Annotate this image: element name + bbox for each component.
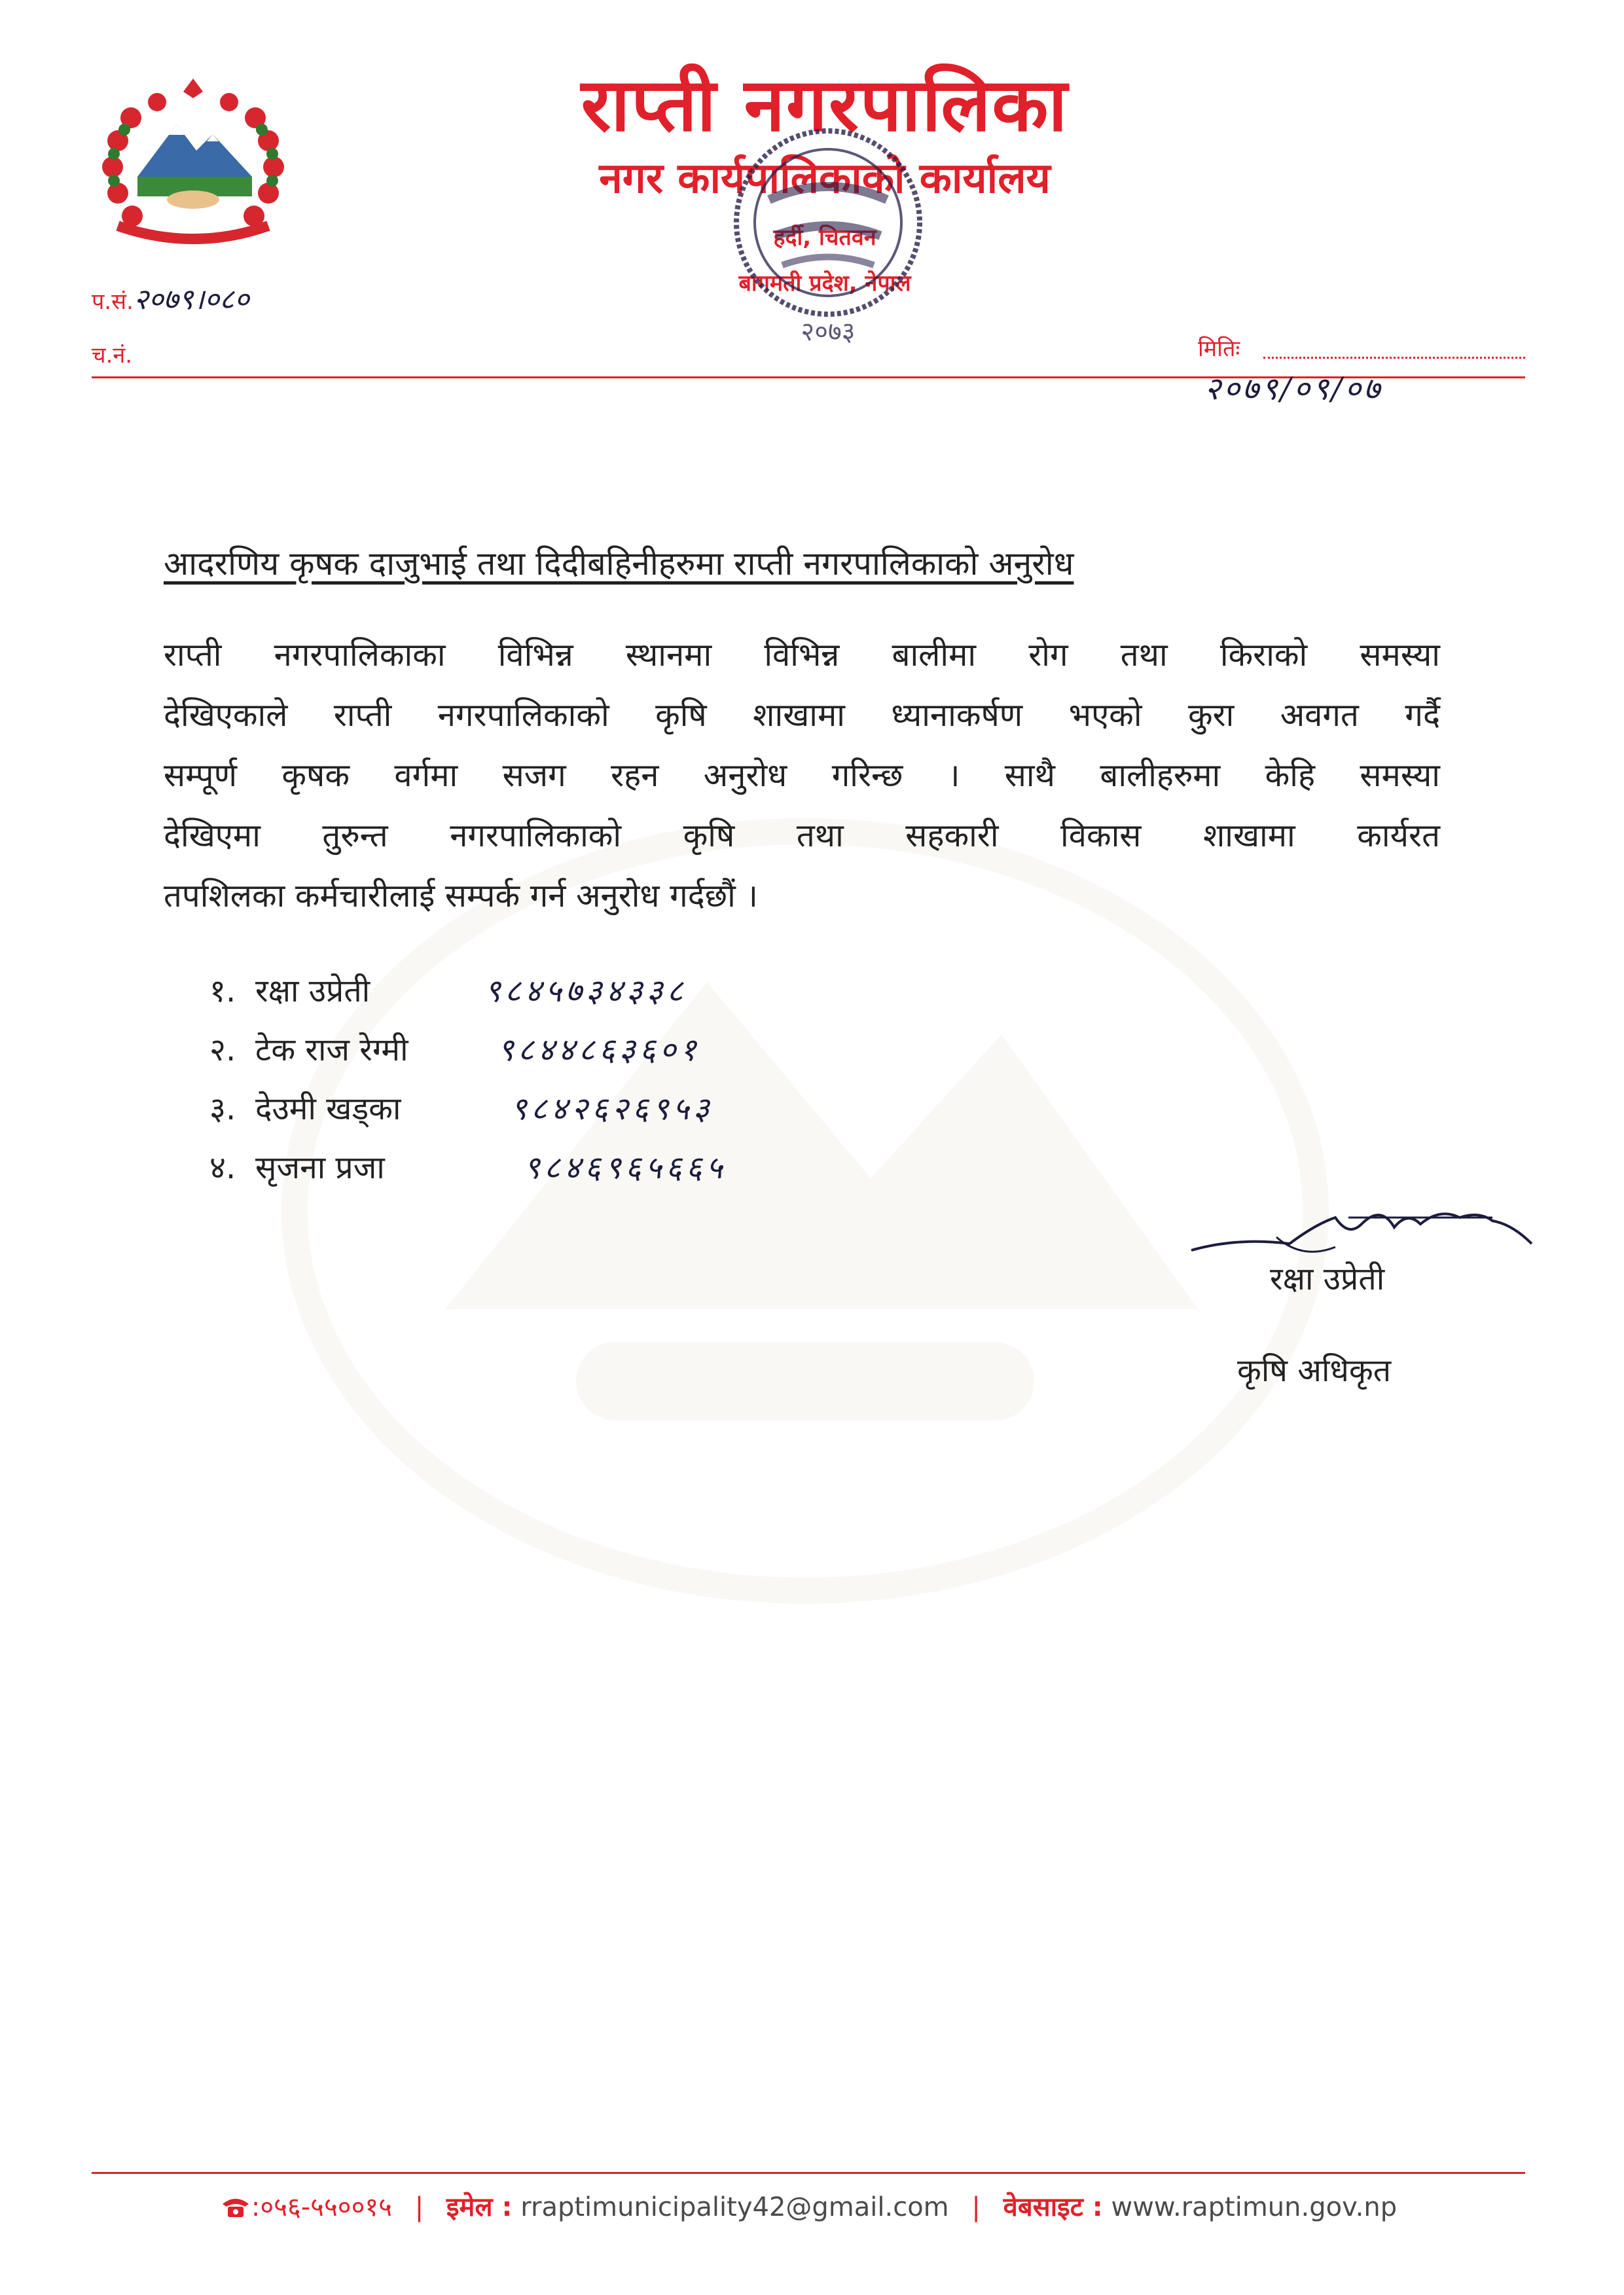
contact-number: १. xyxy=(209,973,236,1009)
footer-email-label: इमेल : xyxy=(446,2192,513,2222)
footer-website-link[interactable]: www.raptimun.gov.np xyxy=(1111,2192,1398,2222)
signer-title: कृषि अधिकृत xyxy=(1237,1352,1392,1389)
address-line-2: बागमती प्रदेश, नेपाल xyxy=(738,270,911,297)
signer-name: रक्षा उप्रेती xyxy=(1270,1261,1385,1297)
body-line: देखिएकाले राप्ती नगरपालिकाको कृषि शाखामा ध्यानाकर्षण भएको कुरा अवगत गर्दै xyxy=(164,696,1440,734)
footer-email-link[interactable]: rraptimunicipality42@gmail.com xyxy=(520,2192,949,2222)
footer-separator: | xyxy=(414,2192,424,2222)
contact-row xyxy=(209,1028,864,1080)
subject-heading: आदरणिय कृषक दाजुभाई तथा दिदीबहिनीहरुमा राप्ती नगरपालिकाको अनुरोध xyxy=(164,545,1074,583)
body-line: राप्ती नगरपालिकाका विभिन्न स्थानमा विभिन्न बालीमा रोग तथा किराको समस्या xyxy=(164,636,1440,674)
contact-phone: ९८४६९६५६६५ xyxy=(524,1149,727,1186)
contact-phone: ९८४४८६३६०१ xyxy=(497,1032,700,1068)
footer-contact-bar xyxy=(92,2188,1525,2224)
stamp-year: २०७३ xyxy=(801,317,856,347)
contact-row xyxy=(209,1146,864,1198)
footer-website-label: वेबसाइट : xyxy=(1003,2192,1103,2222)
footer-separator: | xyxy=(971,2192,981,2222)
contact-row xyxy=(209,1087,864,1139)
nepal-emblem-icon xyxy=(92,79,295,249)
office-name: नगर कार्यपालिकाको कार्यालय xyxy=(599,154,1051,203)
contact-number: ३. xyxy=(209,1091,236,1127)
reference-label: प.सं. xyxy=(92,289,134,315)
telephone-icon xyxy=(220,2196,251,2218)
footer-divider xyxy=(92,2172,1525,2174)
reference-number xyxy=(92,278,249,317)
contact-number: २. xyxy=(209,1032,236,1068)
contact-number: ४. xyxy=(209,1149,236,1186)
contact-name: टेक राज रेग्मी xyxy=(255,1032,408,1068)
contact-row xyxy=(209,969,864,1021)
date-value: २०७९/०९/०७ xyxy=(1204,370,1383,407)
contact-name: सृजना प्रजा xyxy=(255,1149,385,1186)
municipality-name: राप्ती नगरपालिका xyxy=(581,63,1069,148)
official-seal-icon xyxy=(720,124,936,353)
contact-name: रक्षा उप्रेती xyxy=(255,973,370,1009)
date-dotted-line xyxy=(1263,331,1525,359)
reference-value: २०७९।०८० xyxy=(133,283,249,316)
footer-phone: :०५६-५५००१५ xyxy=(251,2192,392,2222)
body-line: सम्पूर्ण कृषक वर्गमा सजग रहन अनुरोध गरिन्छ । साथै बालीहरुमा केहि समस्या xyxy=(164,757,1440,794)
date-label: मितिः xyxy=(1198,336,1240,362)
contact-phone: ९८४५७३४३३८ xyxy=(484,973,687,1009)
contact-phone: ९८४२६२६९५३ xyxy=(511,1091,713,1127)
dispatch-number-label: च.नं. xyxy=(92,342,133,369)
body-line: तपशिलका कर्मचारीलाई सम्पर्क गर्न अनुरोध गर्दछौं । xyxy=(164,877,758,914)
address-line-1: हर्दी, चितवन xyxy=(773,225,876,251)
contact-name: देउमी खड्का xyxy=(255,1091,401,1127)
body-line: देखिएमा तुरुन्त नगरपालिकाको कृषि तथा सहकारी विकास शाखामा कार्यरत xyxy=(164,817,1440,854)
